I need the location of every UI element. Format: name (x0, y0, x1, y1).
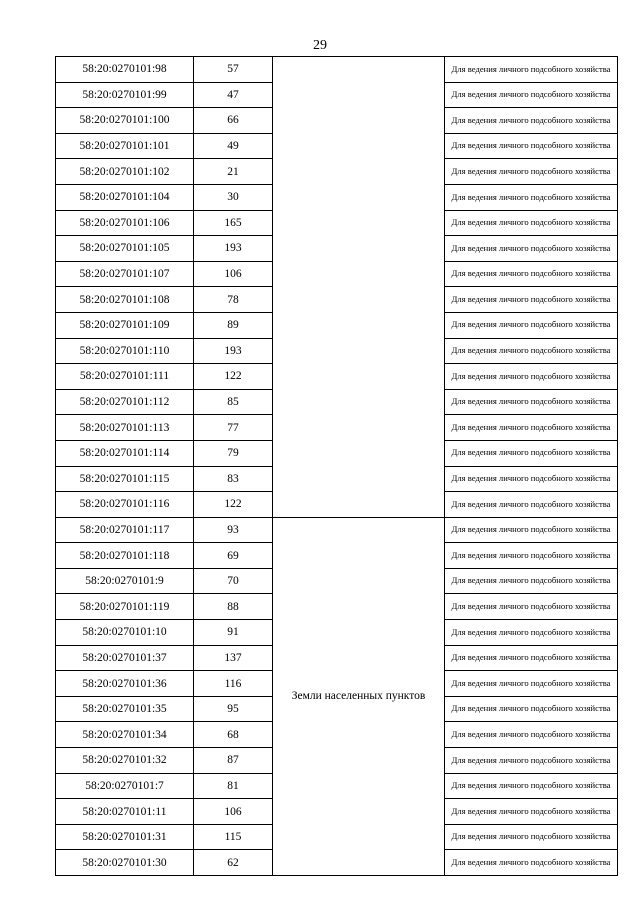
area-cell: 87 (194, 748, 273, 774)
area-cell: 57 (194, 57, 273, 83)
permitted-use-cell: Для ведения личного подсобного хозяйства (445, 415, 618, 441)
cadastral-number-cell: 58:20:0270101:37 (56, 645, 194, 671)
cadastral-number-cell: 58:20:0270101:102 (56, 159, 194, 185)
cadastral-number-cell: 58:20:0270101:32 (56, 748, 194, 774)
area-cell: 193 (194, 236, 273, 262)
cadastral-number-cell: 58:20:0270101:104 (56, 184, 194, 210)
permitted-use-cell: Для ведения личного подсобного хозяйства (445, 108, 618, 134)
area-cell: 79 (194, 440, 273, 466)
cadastral-number-cell: 58:20:0270101:34 (56, 722, 194, 748)
area-cell: 78 (194, 287, 273, 313)
permitted-use-cell: Для ведения личного подсобного хозяйства (445, 824, 618, 850)
table-row (56, 517, 618, 543)
permitted-use-cell: Для ведения личного подсобного хозяйства (445, 543, 618, 569)
area-cell: 106 (194, 799, 273, 825)
area-cell: 93 (194, 517, 273, 543)
area-cell: 81 (194, 773, 273, 799)
land-plots-table (55, 56, 618, 876)
permitted-use-cell: Для ведения личного подсобного хозяйства (445, 338, 618, 364)
cadastral-number-cell: 58:20:0270101:110 (56, 338, 194, 364)
area-cell: 47 (194, 82, 273, 108)
permitted-use-cell: Для ведения личного подсобного хозяйства (445, 620, 618, 646)
permitted-use-cell: Для ведения личного подсобного хозяйства (445, 364, 618, 390)
cadastral-number-cell: 58:20:0270101:113 (56, 415, 194, 441)
area-cell: 122 (194, 364, 273, 390)
area-cell: 70 (194, 568, 273, 594)
area-cell: 115 (194, 824, 273, 850)
permitted-use-cell: Для ведения личного подсобного хозяйства (445, 184, 618, 210)
permitted-use-cell: Для ведения личного подсобного хозяйства (445, 57, 618, 83)
cadastral-number-cell: 58:20:0270101:35 (56, 696, 194, 722)
cadastral-number-cell: 58:20:0270101:101 (56, 133, 194, 159)
area-cell: 106 (194, 261, 273, 287)
permitted-use-cell: Для ведения личного подсобного хозяйства (445, 312, 618, 338)
area-cell: 66 (194, 108, 273, 134)
area-cell: 21 (194, 159, 273, 185)
cadastral-number-cell: 58:20:0270101:112 (56, 389, 194, 415)
permitted-use-cell: Для ведения личного подсобного хозяйства (445, 440, 618, 466)
area-cell: 62 (194, 850, 273, 876)
land-category-cell (273, 57, 445, 518)
area-cell: 68 (194, 722, 273, 748)
permitted-use-cell: Для ведения личного подсобного хозяйства (445, 773, 618, 799)
cadastral-number-cell: 58:20:0270101:36 (56, 671, 194, 697)
permitted-use-cell: Для ведения личного подсобного хозяйства (445, 82, 618, 108)
permitted-use-cell: Для ведения личного подсобного хозяйства (445, 722, 618, 748)
cadastral-number-cell: 58:20:0270101:100 (56, 108, 194, 134)
cadastral-number-cell: 58:20:0270101:10 (56, 620, 194, 646)
cadastral-number-cell: 58:20:0270101:7 (56, 773, 194, 799)
permitted-use-cell: Для ведения личного подсобного хозяйства (445, 645, 618, 671)
cadastral-number-cell: 58:20:0270101:119 (56, 594, 194, 620)
cadastral-number-cell: 58:20:0270101:107 (56, 261, 194, 287)
cadastral-number-cell: 58:20:0270101:31 (56, 824, 194, 850)
cadastral-number-cell: 58:20:0270101:108 (56, 287, 194, 313)
cadastral-number-cell: 58:20:0270101:105 (56, 236, 194, 262)
area-cell: 91 (194, 620, 273, 646)
permitted-use-cell: Для ведения личного подсобного хозяйства (445, 671, 618, 697)
cadastral-number-cell: 58:20:0270101:98 (56, 57, 194, 83)
cadastral-number-cell: 58:20:0270101:106 (56, 210, 194, 236)
page-number: 29 (313, 38, 327, 53)
permitted-use-cell: Для ведения личного подсобного хозяйства (445, 159, 618, 185)
cadastral-number-cell: 58:20:0270101:111 (56, 364, 194, 390)
permitted-use-cell: Для ведения личного подсобного хозяйства (445, 261, 618, 287)
permitted-use-cell: Для ведения личного подсобного хозяйства (445, 133, 618, 159)
permitted-use-cell: Для ведения личного подсобного хозяйства (445, 466, 618, 492)
area-cell: 49 (194, 133, 273, 159)
area-cell: 122 (194, 492, 273, 518)
area-cell: 165 (194, 210, 273, 236)
permitted-use-cell: Для ведения личного подсобного хозяйства (445, 287, 618, 313)
cadastral-number-cell: 58:20:0270101:9 (56, 568, 194, 594)
area-cell: 89 (194, 312, 273, 338)
area-cell: 77 (194, 415, 273, 441)
permitted-use-cell: Для ведения личного подсобного хозяйства (445, 210, 618, 236)
area-cell: 30 (194, 184, 273, 210)
permitted-use-cell: Для ведения личного подсобного хозяйства (445, 517, 618, 543)
permitted-use-cell: Для ведения личного подсобного хозяйства (445, 492, 618, 518)
table-row (56, 57, 618, 83)
area-cell: 85 (194, 389, 273, 415)
area-cell: 95 (194, 696, 273, 722)
permitted-use-cell: Для ведения личного подсобного хозяйства (445, 236, 618, 262)
area-cell: 88 (194, 594, 273, 620)
cadastral-number-cell: 58:20:0270101:99 (56, 82, 194, 108)
land-category-cell: Земли населенных пунктов (273, 517, 445, 875)
cadastral-number-cell: 58:20:0270101:116 (56, 492, 194, 518)
area-cell: 83 (194, 466, 273, 492)
permitted-use-cell: Для ведения личного подсобного хозяйства (445, 799, 618, 825)
cadastral-number-cell: 58:20:0270101:114 (56, 440, 194, 466)
permitted-use-cell: Для ведения личного подсобного хозяйства (445, 594, 618, 620)
area-cell: 137 (194, 645, 273, 671)
area-cell: 116 (194, 671, 273, 697)
area-cell: 193 (194, 338, 273, 364)
cadastral-number-cell: 58:20:0270101:115 (56, 466, 194, 492)
table-body (56, 57, 618, 876)
cadastral-number-cell: 58:20:0270101:118 (56, 543, 194, 569)
area-cell: 69 (194, 543, 273, 569)
permitted-use-cell: Для ведения личного подсобного хозяйства (445, 568, 618, 594)
permitted-use-cell: Для ведения личного подсобного хозяйства (445, 696, 618, 722)
permitted-use-cell: Для ведения личного подсобного хозяйства (445, 850, 618, 876)
cadastral-number-cell: 58:20:0270101:117 (56, 517, 194, 543)
cadastral-number-cell: 58:20:0270101:109 (56, 312, 194, 338)
permitted-use-cell: Для ведения личного подсобного хозяйства (445, 389, 618, 415)
cadastral-number-cell: 58:20:0270101:30 (56, 850, 194, 876)
cadastral-number-cell: 58:20:0270101:11 (56, 799, 194, 825)
permitted-use-cell: Для ведения личного подсобного хозяйства (445, 748, 618, 774)
